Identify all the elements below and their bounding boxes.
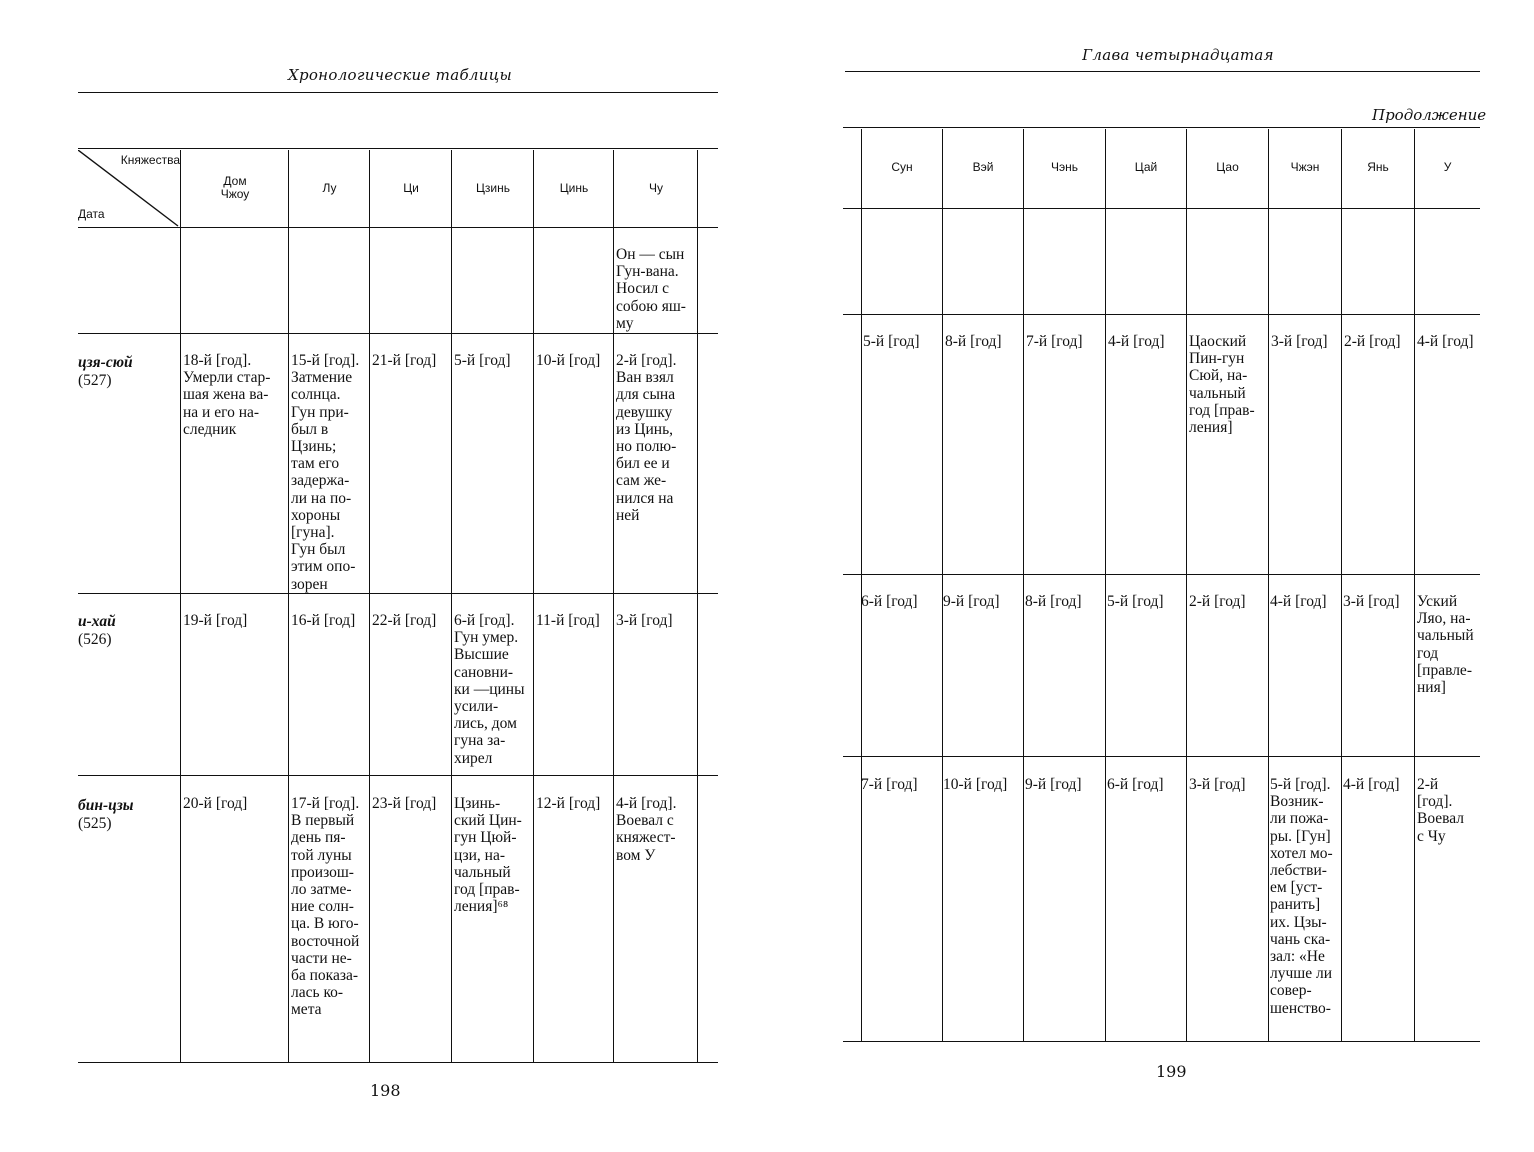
cell-r1-chen: 7-й [год] [1026, 333, 1083, 350]
cell-r1-yan: 2-й [год] [1344, 333, 1401, 350]
right-row-rule [843, 314, 1480, 315]
cell-r2-jin: 6-й [год]. Гун умер. Высшие сановни- ки —цины усили- лись, дом гуна за- хирел [454, 612, 525, 767]
cell-r2-qin: 11-й [год] [536, 612, 600, 629]
right-table-bottom-rule [843, 1041, 1480, 1042]
col-header-yan: Янь [1367, 160, 1389, 174]
cell-r3-yan: 4-й [год] [1343, 776, 1400, 793]
col-header-cai: Цай [1134, 160, 1158, 174]
col-header-chen: Чэнь [1051, 160, 1078, 174]
right-page-number: 199 [1156, 1062, 1187, 1081]
cell-r2-chu: 3-й [год] [616, 612, 673, 629]
right-table-top-rule [843, 127, 1480, 128]
col-header-qi: Ци [403, 181, 419, 195]
cell-r1-zheng: 3-й [год] [1271, 333, 1328, 350]
cell-r2-wei: 9-й [год] [943, 593, 1000, 610]
cell-r0-chu: Он — сын Гун-вана. Носил с собою яш- му [616, 246, 686, 332]
cell-r1-wu: 4-й [год] [1417, 333, 1474, 350]
right-col-line [1414, 129, 1415, 1041]
right-col-line [1186, 129, 1187, 1041]
cell-r1-chu: 2-й [год]. Ван взял для сына девушку из Цинь, но полю- бил ее и сам же- нился на ней [616, 352, 677, 524]
cell-r3-jin: Цзинь- ский Цин- гун Цюй- цзи, на- чальный год [прав- ления]⁶⁸ [454, 795, 522, 916]
col-header-qin: Цинь [559, 181, 589, 195]
row-date-label [78, 613, 116, 649]
cell-r3-qi: 23-й [год] [372, 795, 437, 812]
left-running-head: Хронологические таблицы [287, 66, 513, 84]
left-table-bottom-rule [78, 1062, 718, 1063]
cell-r3-cao: 3-й [год] [1189, 776, 1246, 793]
left-col-line [533, 150, 534, 1062]
header-corner-top: Княжества [120, 153, 180, 167]
cell-r1-song: 5-й [год] [863, 333, 920, 350]
cell-r3-zhou: 20-й [год] [183, 795, 248, 812]
cell-r1-cao: Цаоский Пин-гун Сюй, на- чальный год [прав- ления] [1189, 333, 1255, 437]
right-running-head: Глава четырнадцатая [1082, 46, 1274, 64]
left-col-line [180, 150, 181, 1062]
left-row-rule [78, 593, 718, 594]
left-row-rule [78, 775, 718, 776]
cell-r3-lu: 17-й [год]. В первый день пя- той луны произош- ло затме- ние солн- ца. В юго- восточной части не- ба показа- лась ко- мета [291, 795, 360, 1019]
date-year: (526) [78, 631, 112, 648]
col-header-cao: Цао [1216, 160, 1239, 174]
col-header-zheng: Чжэн [1290, 160, 1320, 174]
cell-r1-jin: 5-й [год] [454, 352, 511, 369]
col-header-wei: Вэй [972, 160, 994, 174]
right-col-line [942, 129, 943, 1041]
cell-r3-qin: 12-й [год] [536, 795, 601, 812]
right-head-rule [845, 71, 1480, 72]
right-row-rule [843, 756, 1480, 757]
date-year: (527) [78, 372, 112, 389]
col-header-song: Сун [891, 160, 913, 174]
cell-r2-zheng: 4-й [год] [1270, 593, 1327, 610]
cell-r1-zhou: 18-й [год]. Умерли стар- шая жена ва- на и его на- следник [183, 352, 271, 438]
right-col-line [1105, 129, 1106, 1041]
left-col-line [451, 150, 452, 1062]
date-cyclic: и-хай [78, 613, 116, 630]
date-cyclic: цзя-сюй [78, 354, 133, 371]
cell-r3-wu: 2-й [год]. Воевал с Чу [1417, 776, 1465, 845]
cell-r1-lu: 15-й [год]. Затмение солнца. Гун при- был в Цзинь; там его задержа- ли на по- хороны [гуна]. Гун был этим опо- зорен [291, 352, 360, 593]
header-corner-bottom: Дата [78, 207, 105, 221]
col-header-jin: Цзинь [476, 181, 510, 195]
left-row-rule [78, 333, 718, 334]
cell-r2-cai: 5-й [год] [1107, 593, 1164, 610]
col-header-wu: У [1443, 160, 1452, 174]
cell-r1-qi: 21-й [год] [372, 352, 437, 369]
cell-r2-qi: 22-й [год] [372, 612, 437, 629]
continuation-label: Продолжение [1372, 106, 1487, 124]
cell-r3-zheng: 5-й [год]. Возник- ли пожа- ры. [Гун] хотел мо- лебстви- ем [уст- ранить] их. Цзы- чань ска- зал: «Не лучше ли совер- шенство- [1270, 776, 1333, 1017]
left-col-line [288, 150, 289, 1062]
left-page-number: 198 [370, 1081, 401, 1100]
cell-r2-song: 6-й [год] [861, 593, 918, 610]
cell-r3-cai: 6-й [год] [1107, 776, 1164, 793]
right-col-line [1023, 129, 1024, 1041]
cell-r1-qin: 10-й [год] [536, 352, 601, 369]
cell-r2-cao: 2-й [год] [1189, 593, 1246, 610]
cell-r3-wei: 10-й [год] [943, 776, 1008, 793]
right-header-bottom-rule [843, 208, 1480, 209]
right-row-rule [843, 574, 1480, 575]
cell-r2-chen: 8-й [год] [1025, 593, 1082, 610]
cell-r2-zhou: 19-й [год] [183, 612, 248, 629]
row-date-label [78, 797, 134, 833]
left-col-line [369, 150, 370, 1062]
left-col-line [697, 150, 698, 1062]
col-header-lu: Лу [322, 181, 337, 195]
left-col-line [613, 150, 614, 1062]
date-year: (525) [78, 815, 112, 832]
cell-r3-song: 7-й [год] [861, 776, 918, 793]
left-table-top-rule [78, 148, 718, 149]
cell-r1-cai: 4-й [год] [1108, 333, 1165, 350]
col-header-chu: Чу [649, 181, 663, 195]
cell-r1-wei: 8-й [год] [945, 333, 1002, 350]
right-col-line [861, 129, 862, 1041]
cell-r2-lu: 16-й [год] [291, 612, 356, 629]
row-date-label [78, 354, 133, 390]
col-header-zhou: Дом Чжоу [220, 174, 250, 201]
left-head-rule [78, 92, 718, 93]
cell-r2-yan: 3-й [год] [1343, 593, 1400, 610]
cell-r3-chen: 9-й [год] [1025, 776, 1082, 793]
cell-r2-wu: Уский Ляо, на- чальный год [правле- ния] [1417, 593, 1474, 697]
date-cyclic: бин-цзы [78, 797, 134, 814]
cell-r3-chu: 4-й [год]. Воевал с княжест- вом У [616, 795, 677, 864]
right-col-line [1268, 129, 1269, 1041]
